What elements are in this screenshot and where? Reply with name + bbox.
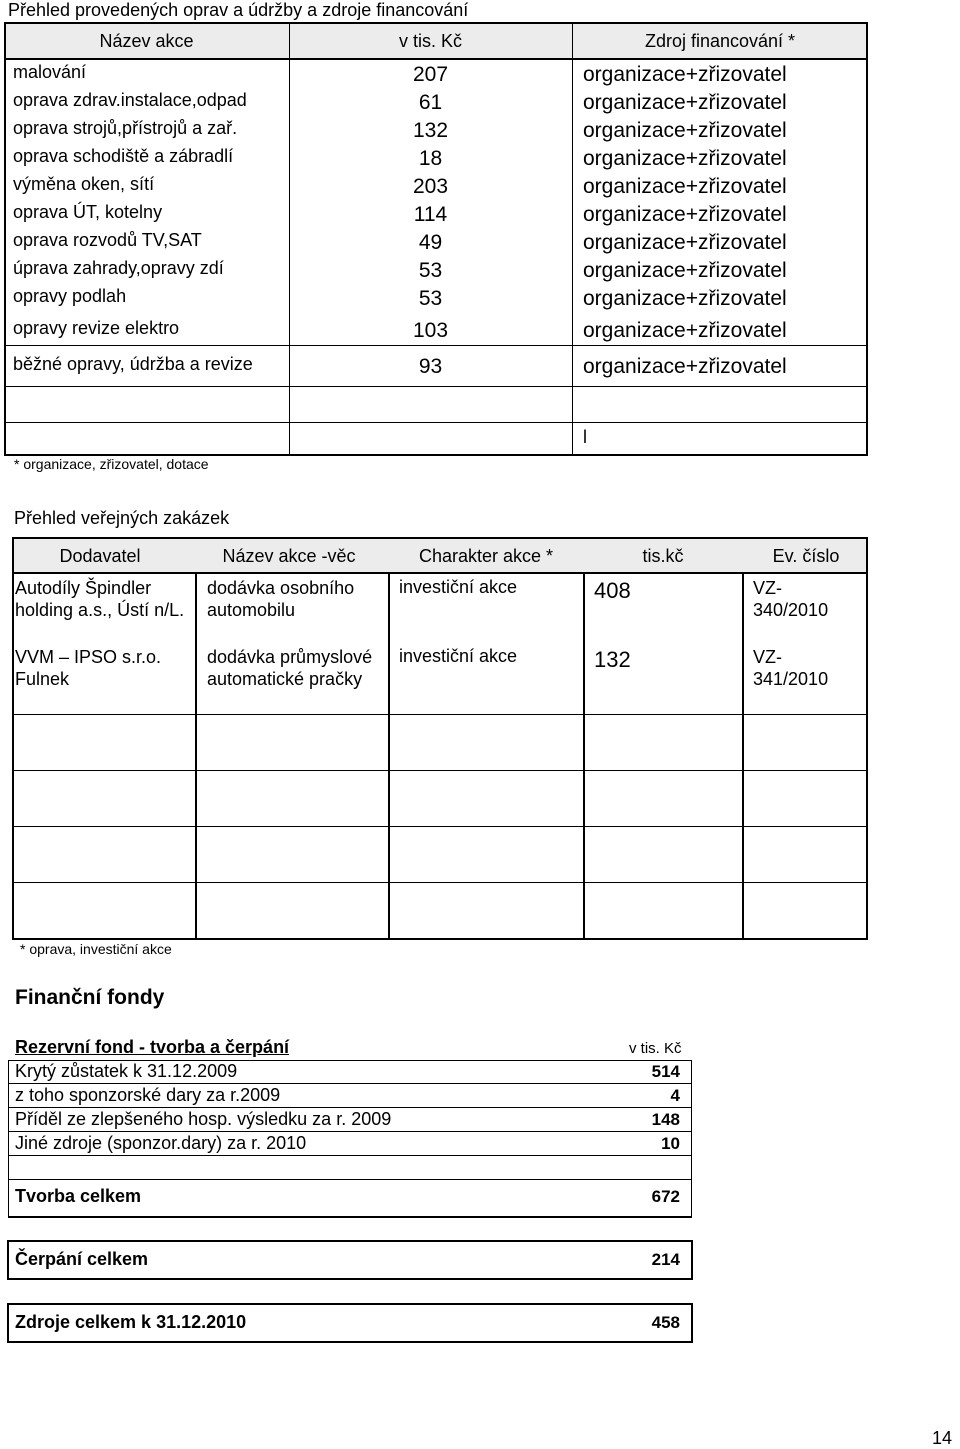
repair-source: organizace+zřizovatel [583, 63, 787, 86]
contract-1-name: dodávka osobního automobilu [207, 578, 355, 620]
tvorba-label: Tvorba celkem [15, 1186, 142, 1206]
contracts-header-type: Charakter akce * [418, 546, 554, 566]
repairs-footnote: * organizace, zřizovatel, dotace [14, 456, 209, 472]
repair-name: úprava zahrady,opravy zdí [13, 258, 224, 278]
fund-row-3-value: 148 [651, 1110, 680, 1129]
contract-2-type: investiční akce [399, 646, 518, 666]
fund-row-1-value: 514 [651, 1062, 680, 1081]
fund-row-2-value: 4 [670, 1086, 680, 1105]
fund-row-1-label: Krytý zůstatek k 31.12.2009 [15, 1061, 238, 1081]
repairs-header-source: Zdroj financování * [644, 31, 796, 51]
repair-source: organizace+zřizovatel [583, 319, 787, 342]
cerpani-value: 214 [651, 1250, 680, 1269]
tvorba-value: 672 [651, 1187, 680, 1206]
repair-value: 61 [418, 91, 443, 114]
repair-source: organizace+zřizovatel [583, 175, 787, 198]
funds-title: Finanční fondy [15, 986, 165, 1009]
repair-value: 132 [412, 119, 449, 142]
repairs-header-name: Název akce [99, 31, 194, 51]
zdroje-label: Zdroje celkem k 31.12.2010 [15, 1312, 247, 1332]
repair-source: organizace+zřizovatel [583, 355, 787, 378]
repair-name: malování [13, 62, 87, 82]
contracts-header-name: Název akce -věc [222, 546, 356, 566]
zdroje-value: 458 [651, 1313, 680, 1332]
repair-name: oprava schodiště a zábradlí [13, 146, 234, 166]
contracts-title: Přehled veřejných zakázek [14, 508, 230, 528]
repair-value: 103 [412, 319, 449, 342]
repair-name: opravy revize elektro [13, 318, 180, 338]
contract-1-ev: VZ-340/2010 [753, 578, 829, 620]
cerpani-label: Čerpání celkem [15, 1249, 149, 1269]
repair-source: organizace+zřizovatel [583, 231, 787, 254]
repair-value: 53 [418, 259, 443, 282]
page-number: 14 [932, 1428, 953, 1448]
fund-row-3-label: Příděl ze zlepšeného hosp. výsledku za r. 2009 [15, 1109, 392, 1129]
contracts-header-supplier: Dodavatel [59, 546, 141, 566]
repairs-header-value: v tis. Kč [398, 31, 462, 51]
contract-2-value: 132 [594, 647, 631, 672]
fund-row-2-label: z toho sponzorské dary za r.2009 [15, 1085, 281, 1105]
repair-source: organizace+zřizovatel [583, 91, 787, 114]
repair-name: oprava rozvodů TV,SAT [13, 230, 202, 250]
repair-name: opravy podlah [13, 286, 127, 306]
repair-name: oprava zdrav.instalace,odpad [13, 90, 247, 110]
repair-value: 114 [413, 203, 448, 226]
fund-row-4-label: Jiné zdroje (sponzor.dary) za r. 2010 [15, 1133, 307, 1153]
contract-1-value: 408 [594, 578, 631, 603]
repair-name: běžné opravy, údržba a revize [13, 354, 253, 374]
contract-2-name: dodávka průmyslové automatické pračky [207, 647, 373, 689]
repair-source: organizace+zřizovatel [583, 147, 787, 170]
funds-subtitle: Rezervní fond - tvorba a čerpání [15, 1037, 290, 1057]
fund-row-4-value: 10 [661, 1134, 680, 1153]
contract-1-supplier: Autodíly Špindler holding a.s., Ústí n/L. [15, 578, 185, 620]
repair-value: 49 [418, 231, 443, 254]
funds-unit: v tis. Kč [629, 1040, 682, 1057]
repair-name: výměna oken, sítí [13, 174, 155, 194]
repair-source: organizace+zřizovatel [583, 259, 787, 282]
repair-value: 207 [412, 63, 449, 86]
funds-empty-row [8, 1156, 692, 1180]
contract-2-ev: VZ-341/2010 [753, 647, 829, 689]
stray-mark: l [583, 427, 587, 447]
repair-value: 203 [412, 175, 449, 198]
repair-name: oprava ÚT, kotelny [13, 202, 163, 222]
repair-name: oprava strojů,přístrojů a zař. [13, 118, 238, 138]
repair-value: 18 [418, 147, 443, 170]
contract-2-supplier: VVM – IPSO s.r.o. Fulnek [15, 647, 162, 689]
repair-source: organizace+zřizovatel [583, 203, 787, 226]
contracts-footnote: * oprava, investiční akce [20, 941, 172, 957]
contract-1-type: investiční akce [399, 577, 518, 597]
contracts-header-value: tis.kč [642, 546, 684, 566]
repairs-title: Přehled provedených oprav a údržby a zdroje financování [8, 0, 469, 20]
contracts-table [12, 574, 868, 940]
repair-value: 93 [418, 355, 443, 378]
repair-value: 53 [418, 287, 443, 310]
contracts-header-ev: Ev. číslo [772, 546, 840, 566]
repair-source: organizace+zřizovatel [583, 287, 787, 310]
repair-source: organizace+zřizovatel [583, 119, 787, 142]
